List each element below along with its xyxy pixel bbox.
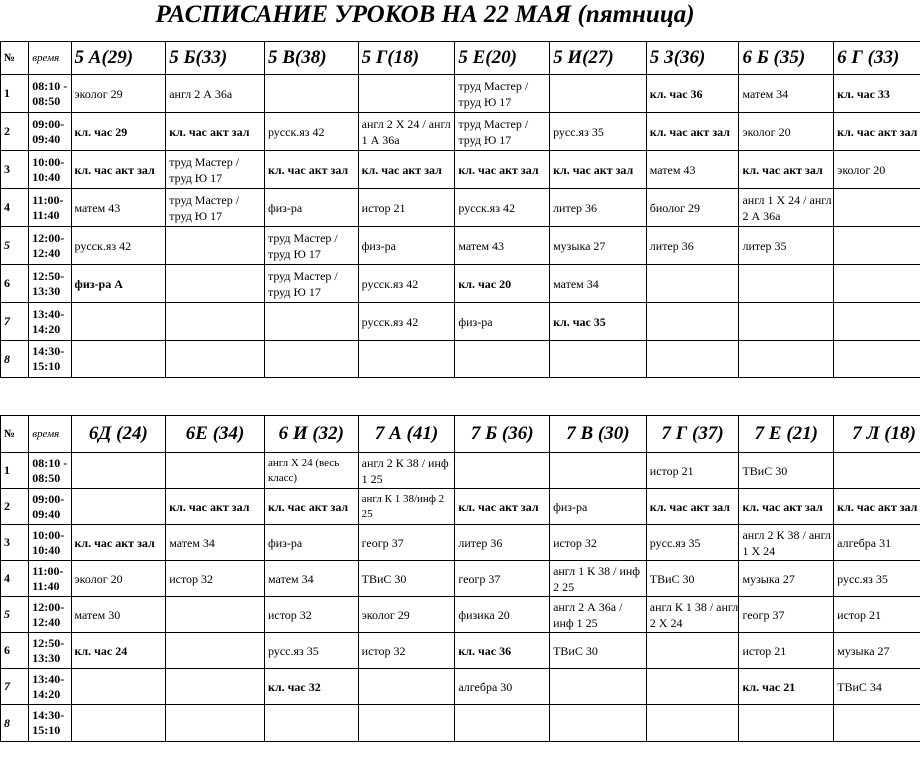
lesson-cell (166, 227, 265, 265)
lesson-time: 12:50- 13:30 (29, 633, 71, 669)
lesson-cell (71, 669, 166, 705)
lesson-cell (71, 489, 166, 525)
lesson-cell (550, 75, 647, 113)
lesson-cell (455, 341, 550, 378)
lesson-row (1, 669, 920, 705)
lesson-number: 3 (1, 525, 29, 561)
lesson-cell: матем 34 (739, 75, 834, 113)
lesson-cell (358, 705, 455, 742)
class-header: 6Д (24) (71, 416, 166, 453)
lesson-cell: кл. час 20 (455, 265, 550, 303)
lesson-row (1, 189, 920, 227)
page-title: РАСПИСАНИЕ УРОКОВ НА 22 МАЯ (пятница) (155, 1, 695, 28)
lesson-cell (166, 705, 265, 742)
lesson-cell: алгебра 30 (455, 669, 550, 705)
lesson-cell: эколог 20 (739, 113, 834, 151)
lesson-number: 5 (1, 227, 29, 265)
time-header: время (29, 416, 71, 453)
lesson-cell: литер 36 (646, 227, 739, 265)
lesson-cell: англ Х 24 (весь класс) (264, 453, 358, 489)
lesson-cell: физика 20 (455, 597, 550, 633)
lesson-cell: русс.яз 35 (834, 561, 920, 597)
lesson-cell: литер 36 (455, 525, 550, 561)
lesson-number: 4 (1, 561, 29, 597)
lesson-cell: ТВиС 30 (739, 453, 834, 489)
lesson-cell: русск.яз 42 (455, 189, 550, 227)
lesson-cell: русск.яз 42 (264, 113, 358, 151)
class-header: 7 Л (18) (834, 416, 920, 453)
lesson-cell: истор 21 (739, 633, 834, 669)
lesson-cell: труд Мастер / труд Ю 17 (455, 113, 550, 151)
lesson-cell: англ К 1 38/инф 2 25 (358, 489, 455, 525)
lesson-row (1, 303, 920, 341)
lesson-number: 6 (1, 265, 29, 303)
lesson-row (1, 341, 920, 378)
lesson-cell (264, 303, 358, 341)
lesson-cell: кл. час акт зал (834, 489, 920, 525)
lesson-number: 8 (1, 705, 29, 742)
lesson-cell (646, 633, 739, 669)
class-header: 7 А (41) (358, 416, 455, 453)
lesson-cell (166, 453, 265, 489)
lesson-cell: труд Мастер / труд Ю 17 (264, 265, 358, 303)
lesson-cell: русс.яз 35 (646, 525, 739, 561)
lesson-cell (834, 189, 920, 227)
lesson-cell (358, 669, 455, 705)
lesson-cell: физ-ра (264, 189, 358, 227)
lesson-cell: англ 2 К 38 / инф 1 25 (358, 453, 455, 489)
lesson-cell (166, 633, 265, 669)
schedule-table-1 (0, 41, 920, 378)
lesson-cell (739, 265, 834, 303)
lesson-cell: русс.яз 35 (550, 113, 647, 151)
lesson-cell: русск.яз 42 (71, 227, 166, 265)
class-header: 5 Б(33) (166, 42, 265, 75)
lesson-cell (646, 265, 739, 303)
lesson-cell: ТВиС 30 (550, 633, 647, 669)
lesson-cell: кл. час 24 (71, 633, 166, 669)
lesson-cell: физ-ра (358, 227, 455, 265)
lesson-cell (455, 705, 550, 742)
lesson-cell: кл. час акт зал (71, 525, 166, 561)
lesson-time: 10:00- 10:40 (29, 151, 71, 189)
lesson-row (1, 633, 920, 669)
lesson-row (1, 489, 920, 525)
lesson-cell: биолог 29 (646, 189, 739, 227)
lesson-row (1, 113, 920, 151)
lesson-cell: истор 32 (166, 561, 265, 597)
lesson-cell: музыка 27 (834, 633, 920, 669)
lesson-cell: истор 32 (550, 525, 647, 561)
lesson-number: 1 (1, 453, 29, 489)
lesson-cell: физ-ра (264, 525, 358, 561)
lesson-cell: англ 2 К 38 / англ 1 Х 24 (739, 525, 834, 561)
lesson-cell: англ 2 А 36а (166, 75, 265, 113)
lesson-cell: истор 21 (834, 597, 920, 633)
lesson-cell: кл. час акт зал (646, 113, 739, 151)
lesson-cell: кл. час акт зал (455, 489, 550, 525)
lesson-cell: кл. час 21 (739, 669, 834, 705)
lesson-cell: музыка 27 (739, 561, 834, 597)
lesson-time: 12:50- 13:30 (29, 265, 71, 303)
lesson-cell (358, 341, 455, 378)
lesson-cell: матем 43 (646, 151, 739, 189)
lesson-cell: матем 30 (71, 597, 166, 633)
lesson-cell (71, 341, 166, 378)
lesson-number: 1 (1, 75, 29, 113)
lesson-cell: геогр 37 (358, 525, 455, 561)
lesson-time: 14:30- 15:10 (29, 341, 71, 378)
lesson-cell: физ-ра А (71, 265, 166, 303)
lesson-number: 6 (1, 633, 29, 669)
lesson-cell (71, 705, 166, 742)
lesson-cell: ТВиС 30 (358, 561, 455, 597)
lesson-cell: кл. час акт зал (646, 489, 739, 525)
lesson-cell: физ-ра (550, 489, 647, 525)
lesson-cell (455, 453, 550, 489)
class-header: 6 Б (35) (739, 42, 834, 75)
lesson-number: 5 (1, 597, 29, 633)
lesson-cell: истор 32 (358, 633, 455, 669)
lesson-cell: труд Мастер / труд Ю 17 (166, 151, 265, 189)
lesson-cell (646, 705, 739, 742)
lesson-cell (166, 265, 265, 303)
lesson-time: 08:10 - 08:50 (29, 453, 71, 489)
lesson-row (1, 597, 920, 633)
lesson-cell (264, 75, 358, 113)
class-header: 6Е (34) (166, 416, 265, 453)
lesson-cell (834, 265, 920, 303)
lesson-cell (550, 341, 647, 378)
lesson-cell: эколог 20 (834, 151, 920, 189)
lesson-row (1, 151, 920, 189)
lesson-cell: эколог 29 (71, 75, 166, 113)
lesson-cell: труд Мастер / труд Ю 17 (455, 75, 550, 113)
lesson-cell (834, 341, 920, 378)
class-header: 6 Г (33) (834, 42, 920, 75)
class-header: 5 А(29) (71, 42, 166, 75)
lesson-cell: ТВиС 30 (646, 561, 739, 597)
lesson-time: 12:00- 12:40 (29, 597, 71, 633)
lesson-cell: русск.яз 42 (358, 303, 455, 341)
lesson-time: 12:00- 12:40 (29, 227, 71, 265)
lesson-time: 14:30- 15:10 (29, 705, 71, 742)
lesson-row (1, 525, 920, 561)
lesson-cell: геогр 37 (455, 561, 550, 597)
lesson-cell (166, 341, 265, 378)
lesson-cell: кл. час акт зал (264, 151, 358, 189)
lesson-cell (646, 303, 739, 341)
lesson-cell (834, 453, 920, 489)
lesson-cell: англ 1 Х 24 / англ 2 А 36а (739, 189, 834, 227)
lesson-cell (358, 75, 455, 113)
lesson-cell: кл. час акт зал (358, 151, 455, 189)
lesson-cell (550, 669, 647, 705)
lesson-row (1, 453, 920, 489)
lesson-time: 13:40- 14:20 (29, 669, 71, 705)
lesson-cell: матем 43 (455, 227, 550, 265)
lesson-cell: кл. час акт зал (550, 151, 647, 189)
lesson-row (1, 227, 920, 265)
lesson-time: 09:00- 09:40 (29, 113, 71, 151)
lesson-cell: эколог 20 (71, 561, 166, 597)
lesson-time: 11:00- 11:40 (29, 189, 71, 227)
schedule-table-2 (0, 415, 920, 742)
lesson-cell: истор 32 (264, 597, 358, 633)
num-header: № (1, 42, 29, 75)
lesson-cell: кл. час акт зал (166, 113, 265, 151)
lesson-cell: англ 1 К 38 / инф 2 25 (550, 561, 647, 597)
lesson-cell: кл. час 35 (550, 303, 647, 341)
lesson-cell: музыка 27 (550, 227, 647, 265)
num-header: № (1, 416, 29, 453)
lesson-number: 8 (1, 341, 29, 378)
lesson-cell (264, 341, 358, 378)
lesson-cell (834, 303, 920, 341)
class-header: 5 Е(20) (455, 42, 550, 75)
lesson-cell: матем 43 (71, 189, 166, 227)
lesson-number: 7 (1, 303, 29, 341)
lesson-cell: кл. час акт зал (739, 151, 834, 189)
class-header: 5 Г(18) (358, 42, 455, 75)
class-header: 5 З(36) (646, 42, 739, 75)
lesson-cell (71, 303, 166, 341)
lesson-cell (264, 705, 358, 742)
header-row (1, 416, 920, 453)
class-header: 7 Б (36) (455, 416, 550, 453)
lesson-cell (166, 669, 265, 705)
lesson-cell: матем 34 (264, 561, 358, 597)
lesson-cell (166, 303, 265, 341)
lesson-cell: труд Мастер / труд Ю 17 (264, 227, 358, 265)
lesson-cell (646, 341, 739, 378)
lesson-cell: англ 2 А 36а / инф 1 25 (550, 597, 647, 633)
lesson-cell: кл. час акт зал (71, 151, 166, 189)
lesson-number: 7 (1, 669, 29, 705)
lesson-cell (71, 453, 166, 489)
lesson-time: 13:40- 14:20 (29, 303, 71, 341)
lesson-cell: англ К 1 38 / англ 2 Х 24 (646, 597, 739, 633)
lesson-row (1, 265, 920, 303)
lesson-cell: матем 34 (166, 525, 265, 561)
lesson-cell (550, 705, 647, 742)
lesson-cell: кл. час акт зал (739, 489, 834, 525)
lesson-cell (834, 705, 920, 742)
lesson-cell: кл. час 36 (646, 75, 739, 113)
lesson-cell (166, 597, 265, 633)
lesson-cell: кл. час акт зал (834, 113, 920, 151)
lesson-row (1, 705, 920, 742)
lesson-cell: кл. час акт зал (264, 489, 358, 525)
lesson-cell: эколог 29 (358, 597, 455, 633)
lesson-cell: кл. час акт зал (455, 151, 550, 189)
lesson-row (1, 561, 920, 597)
class-header: 5 И(27) (550, 42, 647, 75)
lesson-cell: труд Мастер / труд Ю 17 (166, 189, 265, 227)
lesson-time: 10:00- 10:40 (29, 525, 71, 561)
lesson-cell (739, 705, 834, 742)
lesson-cell: истор 21 (646, 453, 739, 489)
lesson-cell: геогр 37 (739, 597, 834, 633)
lesson-cell: кл. час акт зал (166, 489, 265, 525)
lesson-row (1, 75, 920, 113)
class-header: 5 В(38) (264, 42, 358, 75)
lesson-number: 2 (1, 489, 29, 525)
class-header: 6 И (32) (264, 416, 358, 453)
lesson-cell: матем 34 (550, 265, 647, 303)
time-header: время (29, 42, 71, 75)
lesson-number: 4 (1, 189, 29, 227)
lesson-cell: физ-ра (455, 303, 550, 341)
lesson-cell: ТВиС 34 (834, 669, 920, 705)
lesson-cell: литер 36 (550, 189, 647, 227)
lesson-cell: русск.яз 42 (358, 265, 455, 303)
lesson-cell (739, 303, 834, 341)
lesson-cell: литер 35 (739, 227, 834, 265)
class-header: 7 Г (37) (646, 416, 739, 453)
lesson-number: 3 (1, 151, 29, 189)
lesson-cell: истор 21 (358, 189, 455, 227)
lesson-cell: кл. час 36 (455, 633, 550, 669)
class-header: 7 В (30) (550, 416, 647, 453)
lesson-cell (550, 453, 647, 489)
lesson-cell (646, 669, 739, 705)
lesson-cell: кл. час 32 (264, 669, 358, 705)
lesson-time: 08:10 - 08:50 (29, 75, 71, 113)
lesson-cell (834, 227, 920, 265)
lesson-time: 09:00- 09:40 (29, 489, 71, 525)
lesson-cell: алгебра 31 (834, 525, 920, 561)
lesson-number: 2 (1, 113, 29, 151)
header-row (1, 42, 920, 75)
class-header: 7 Е (21) (739, 416, 834, 453)
lesson-cell: кл. час 29 (71, 113, 166, 151)
lesson-time: 11:00- 11:40 (29, 561, 71, 597)
lesson-cell (739, 341, 834, 378)
lesson-cell: русс.яз 35 (264, 633, 358, 669)
lesson-cell: англ 2 Х 24 / англ 1 А 36а (358, 113, 455, 151)
lesson-cell: кл. час 33 (834, 75, 920, 113)
